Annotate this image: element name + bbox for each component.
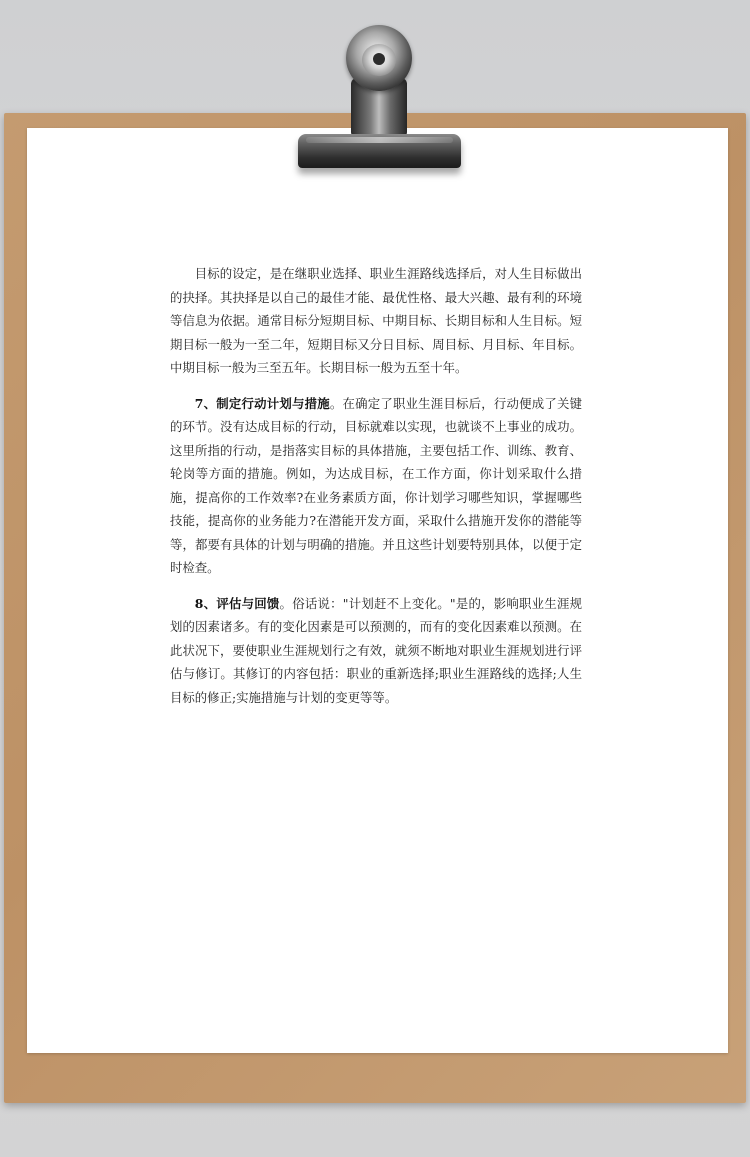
paragraph-body: 目标的设定，是在继职业选择、职业生涯路线选择后，对人生目标做出的抉择。其抉择是以自己的最佳才能、最优性格、最大兴趣、最有利的环境等信息为依据。通常目标分短期目标、中期目标、长期目标和人生目标。短期目标一般为一至二年，短期目标又分日目标、周目标、月目标、年目标。中期目标一般为三至五年。长期目标一般为五至十年。 — [170, 266, 582, 375]
paragraph-action-plan — [170, 392, 582, 580]
clip-base-shine — [306, 137, 453, 143]
paragraph-body: 。在确定了职业生涯目标后，行动便成了关键的环节。没有达成目标的行动，目标就难以实现，也就谈不上事业的成功。这里所指的行动，是指落实目标的具体措施，主要包括工作、训练、教育、轮岗等方面的措施。例如，为达成目标，在工作方面，你计划采取什么措施，提高你的工作效率?在业务素质方面，你计划学习哪些知识，掌握哪些技能，提高你的业务能力?在潜能开发方面，采取什么措施开发你的潜能等等，都要有具体的计划与明确的措施。并且这些计划要特别具体，以便于定时检查。 — [170, 395, 583, 575]
section-heading: 8、评估与回馈 — [194, 595, 280, 611]
paragraph-evaluation — [170, 592, 582, 710]
section-heading: 7、制定行动计划与措施 — [194, 395, 330, 411]
clip-hole — [373, 53, 385, 65]
paragraph-goal-setting — [170, 262, 582, 380]
paragraph-body: 。俗话说："计划赶不上变化。"是的，影响职业生涯规划的因素诸多。有的变化因素是可以预测的，而有的变化因素难以预测。在此状况下，要使职业生涯规划行之有效，就须不断地对职业生涯规划进行评估与修订。其修订的内容包括：职业的重新选择;职业生涯路线的选择;人生目标的修正;实施措施与计划的变更等等。 — [170, 595, 583, 705]
document-body — [170, 262, 582, 709]
